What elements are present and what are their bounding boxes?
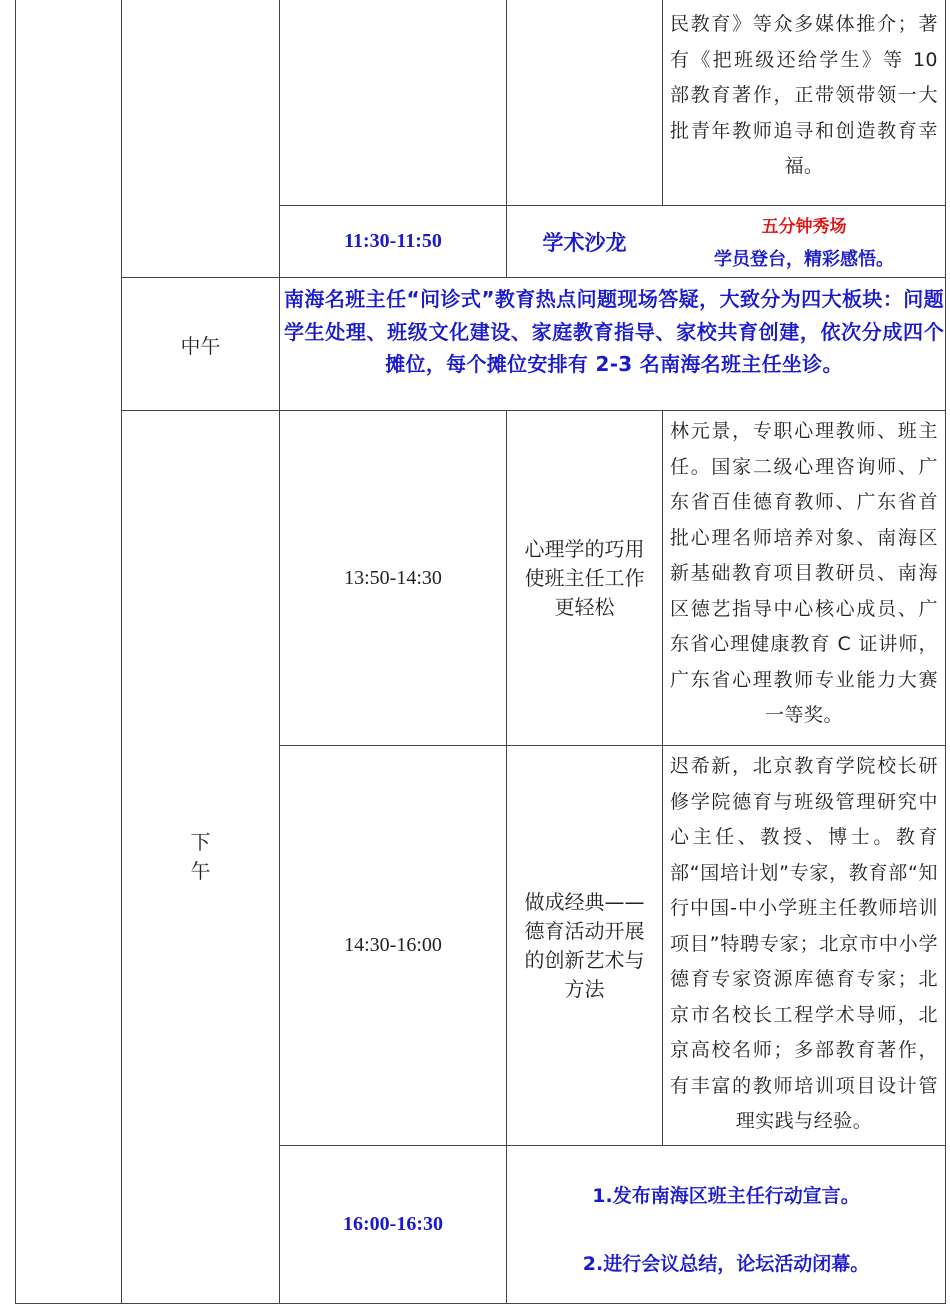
noon-period-cell bbox=[122, 278, 279, 410]
session-1-speaker: 林元景，专职心理教师、班主任。国家二级心理咨询师、广东省百佳德育教师、广东省首批心理名师培养对象、南海区新基础教育项目教研员、南海区德艺指导中心核心成员、广东省心理健康教育 C 证讲师，广东省心理教师专业能力大赛一等奖。 bbox=[670, 420, 938, 726]
table-right-border bbox=[945, 0, 946, 1304]
closing-item-2: 2.进行会议总结，论坛活动闭幕。 bbox=[582, 1253, 870, 1275]
salon-topic: 学术沙龙 bbox=[542, 230, 627, 255]
closing-time: 16:00-16:30 bbox=[343, 1213, 443, 1235]
afternoon-period-label-1: 下 bbox=[190, 830, 211, 854]
salon-time-cell bbox=[280, 206, 506, 277]
closing-item-1: 1.发布南海区班主任行动宣言。 bbox=[592, 1185, 860, 1207]
afternoon-period-cell bbox=[122, 411, 279, 1303]
session-1-topic-cell bbox=[507, 411, 662, 745]
session-2-topic: 做成经典——德育活动开展的创新艺术与方法 bbox=[524, 889, 645, 1001]
closing-time-cell bbox=[280, 1146, 506, 1303]
salon-topic-cell bbox=[507, 206, 662, 277]
session-2-topic-cell bbox=[507, 746, 662, 1145]
salon-subtitle: 学员登台，精彩感悟。 bbox=[714, 249, 894, 270]
salon-time: 11:30-11:50 bbox=[344, 230, 442, 252]
table-left-border bbox=[15, 0, 16, 1304]
session-1-topic: 心理学的巧用使班主任工作更轻松 bbox=[524, 536, 645, 619]
noon-description: 南海名班主任“问诊式”教育热点问题现场答疑，大致分为四大板块：问题学生处理、班级文化建设、家庭教育指导、家校共育创建，依次分成四个摊位，每个摊位安排有 2-3 名南海名班主任坐诊。 bbox=[284, 287, 944, 376]
afternoon-period-label-2: 午 bbox=[190, 859, 211, 883]
topic-column-border-lower bbox=[662, 410, 663, 1145]
noon-period-label: 中午 bbox=[180, 333, 221, 358]
speaker-description-continued: 民教育》等众多媒体推介；著有《把班级还给学生》等 10 部教育著作，正带领带领一大批青年教师追寻和创造教育幸福。 bbox=[670, 13, 938, 177]
session-2-time: 14:30-16:00 bbox=[344, 934, 442, 956]
session-2-time-cell bbox=[280, 746, 506, 1145]
session-1-time: 13:50-14:30 bbox=[344, 566, 442, 589]
session-1-time-cell bbox=[280, 411, 506, 745]
table-bottom-border bbox=[15, 1303, 946, 1304]
salon-detail-cell bbox=[663, 206, 945, 277]
salon-title: 五分钟秀场 bbox=[761, 217, 847, 237]
topic-column-border bbox=[662, 0, 663, 205]
session-2-speaker: 迟希新，北京教育学院校长研修学院德育与班级管理研究中心主任、教授、博士。教育部“国培计划”专家，教育部“知行中国-中小学班主任教师培训项目”特聘专家；北京市中小学德育专家资源库德育专家；北京市名校长工程学术导师，北京高校名师；多部教育著作，有丰富的教师培训项目设计管理实践与经验。 bbox=[670, 755, 938, 1132]
